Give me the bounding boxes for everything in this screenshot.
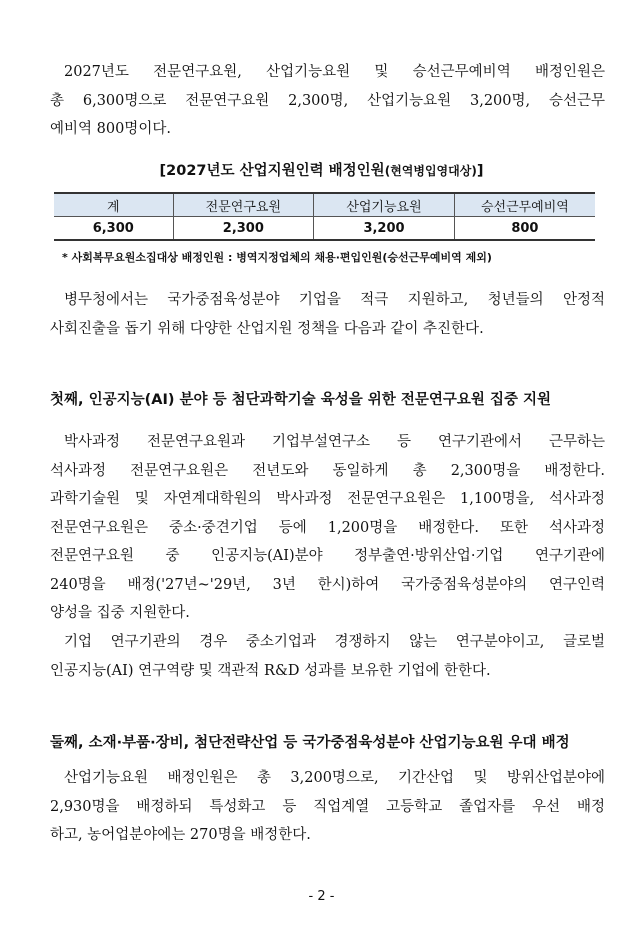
paragraph-line: 예비역 800명이다. xyxy=(50,121,171,137)
table-header-cell: 전문연구요원 xyxy=(173,193,314,217)
table-title-main: [2027년도 산업지원인력 배정인원 xyxy=(159,163,385,179)
paragraph-line: 인공지능(AI) 연구역량 및 객관적 R&D 성과를 보유한 기업에 한한다. xyxy=(50,662,491,679)
paragraph-line: 산업기능요원 배정인원은 총 3,200명으로, 기간산업 및 방위산업분야에 xyxy=(64,770,605,786)
paragraph-line: 양성을 집중 지원한다. xyxy=(50,605,190,621)
table-footnote: * 사회복무요원소집대상 배정인원 : 병역지정업체의 채용·편입인원(승선근무예비역 제외) xyxy=(62,251,492,264)
table-title-note: (현역병입영대상) xyxy=(384,164,477,178)
paragraph-line: 전문연구요원 중 인공지능(AI)분야 정부출연·방위산업·기업 연구기관에 xyxy=(50,548,605,564)
intro-paragraph xyxy=(50,58,605,144)
paragraph-line: 2,930명을 배정하되 특성화고 등 직업계열 고등학교 졸업자를 우선 배정 xyxy=(50,798,605,815)
section1-paragraph-a xyxy=(50,428,605,628)
paragraph-line: 240명을 배정('27년~'29년, 3년 한시)하여 국가중점육성분야의 연구인력 xyxy=(50,576,605,593)
paragraph-line: 병무청에서는 국가중점육성분야 기업을 적극 지원하고, 청년들의 안정적 xyxy=(64,292,605,308)
table-cell: 800 xyxy=(454,217,595,241)
table-row xyxy=(54,217,595,241)
paragraph-line: 전문연구요원은 중소·중견기업 등에 1,200명을 배정한다. 또한 석사과정 xyxy=(50,519,605,536)
table-title xyxy=(0,161,643,181)
table-cell: 6,300 xyxy=(54,217,173,241)
table-header-cell: 승선근무예비역 xyxy=(454,193,595,217)
section-heading-2: 둘째, 소재·부품·장비, 첨단전략산업 등 국가중점육성분야 산업기능요원 우대 배정 xyxy=(50,735,570,751)
section-heading-1: 첫째, 인공지능(AI) 분야 등 첨단과학기술 육성을 위한 전문연구요원 집중 지원 xyxy=(50,392,552,408)
paragraph-line: 하고, 농어업분야에는 270명을 배정한다. xyxy=(50,827,311,843)
paragraph-line: 과학기술원 및 자연계대학원의 박사과정 전문연구요원은 1,100명을, 석사과정 xyxy=(50,491,605,507)
table-title-close: ] xyxy=(476,163,484,179)
table-cell: 3,200 xyxy=(314,217,455,241)
table-header-cell: 계 xyxy=(54,193,173,217)
section2-paragraph xyxy=(50,764,605,850)
paragraph-line: 2027년도 전문연구요원, 산업기능요원 및 승선근무예비역 배정인원은 xyxy=(64,64,605,80)
table-header-cell: 산업기능요원 xyxy=(314,193,455,217)
table-header-row xyxy=(54,193,595,217)
allocation-table xyxy=(54,192,595,241)
policy-intro-paragraph xyxy=(50,286,605,343)
paragraph-line: 석사과정 전문연구요원은 전년도와 동일하게 총 2,300명을 배정한다. xyxy=(50,462,605,479)
page-number: - 2 - xyxy=(308,889,335,904)
paragraph-line: 총 6,300명으로 전문연구요원 2,300명, 산업기능요원 3,200명, 승선근무 xyxy=(50,92,605,109)
paragraph-line: 기업 연구기관의 경우 중소기업과 경쟁하지 않는 연구분야이고, 글로벌 xyxy=(64,634,605,650)
paragraph-line: 사회진출을 돕기 위해 다양한 산업지원 정책을 다음과 같이 추진한다. xyxy=(50,320,484,337)
section1-paragraph-b xyxy=(50,628,605,685)
table-cell: 2,300 xyxy=(173,217,314,241)
paragraph-line: 박사과정 전문연구요원과 기업부설연구소 등 연구기관에서 근무하는 xyxy=(64,434,605,450)
